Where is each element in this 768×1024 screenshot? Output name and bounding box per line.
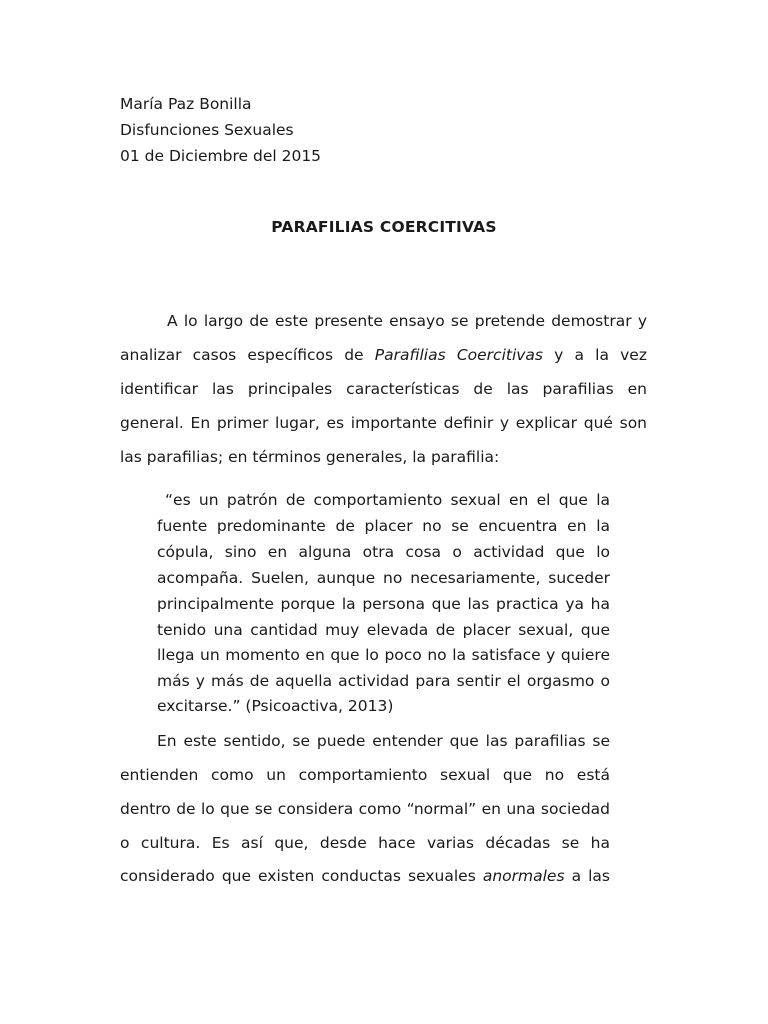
paragraph-1-line-5: las parafilias; en términos generales, la parafilia: — [120, 448, 500, 466]
quote-line-9: excitarse.” (Psicoactiva, 2013) — [157, 697, 394, 715]
paragraph-2-line-2: entienden como un comportamiento sexual que no está — [120, 766, 610, 784]
author-name: María Paz Bonilla — [120, 95, 252, 113]
quote-line-7: llega un momento en que lo poco no la satisface y quiere — [157, 646, 610, 664]
quote-line-2: fuente predominante de placer no se encuentra en la — [157, 517, 610, 535]
quote-line-1: “es un patrón de comportamiento sexual en el que la — [165, 491, 610, 509]
document-title: PARAFILIAS COERCITIVAS — [271, 218, 497, 236]
quote-line-6: tenido una cantidad muy elevada de placer sexual, que — [157, 621, 610, 639]
quote-line-4: acompaña. Suelen, aunque no necesariamente, suceder — [157, 569, 610, 587]
quote-line-3: cópula, sino en alguna otra cosa o actividad que lo — [157, 543, 610, 561]
quote-line-5: principalmente porque la persona que las practica ya ha — [157, 595, 610, 613]
paragraph-1-line-2: analizar casos específicos de Parafilias Coercitivas y a la vez — [120, 346, 647, 364]
paragraph-1-line-1: A lo largo de este presente ensayo se pretende demostrar y — [167, 312, 647, 330]
document-date: 01 de Diciembre del 2015 — [120, 147, 322, 165]
paragraph-1-line-4: general. En primer lugar, es importante definir y explicar qué son — [120, 414, 647, 432]
italic-term: Parafilias Coercitivas — [374, 346, 544, 364]
paragraph-2-line-1: En este sentido, se puede entender que las parafilias se — [157, 732, 610, 750]
paragraph-1-line-3: identificar las principales características de las parafilias en — [120, 380, 647, 398]
paragraph-2-line-4: o cultura. Es así que, desde hace varias décadas se ha — [120, 834, 610, 852]
course-name: Disfunciones Sexuales — [120, 121, 294, 139]
paragraph-2-line-3: dentro de lo que se considera como “normal” en una sociedad — [120, 800, 610, 818]
paragraph-2-line-5: considerado que existen conductas sexuales anormales a las — [120, 867, 611, 885]
italic-term: anormales — [482, 867, 565, 885]
quote-line-8: más y más de aquella actividad para sentir el orgasmo o — [157, 672, 610, 690]
